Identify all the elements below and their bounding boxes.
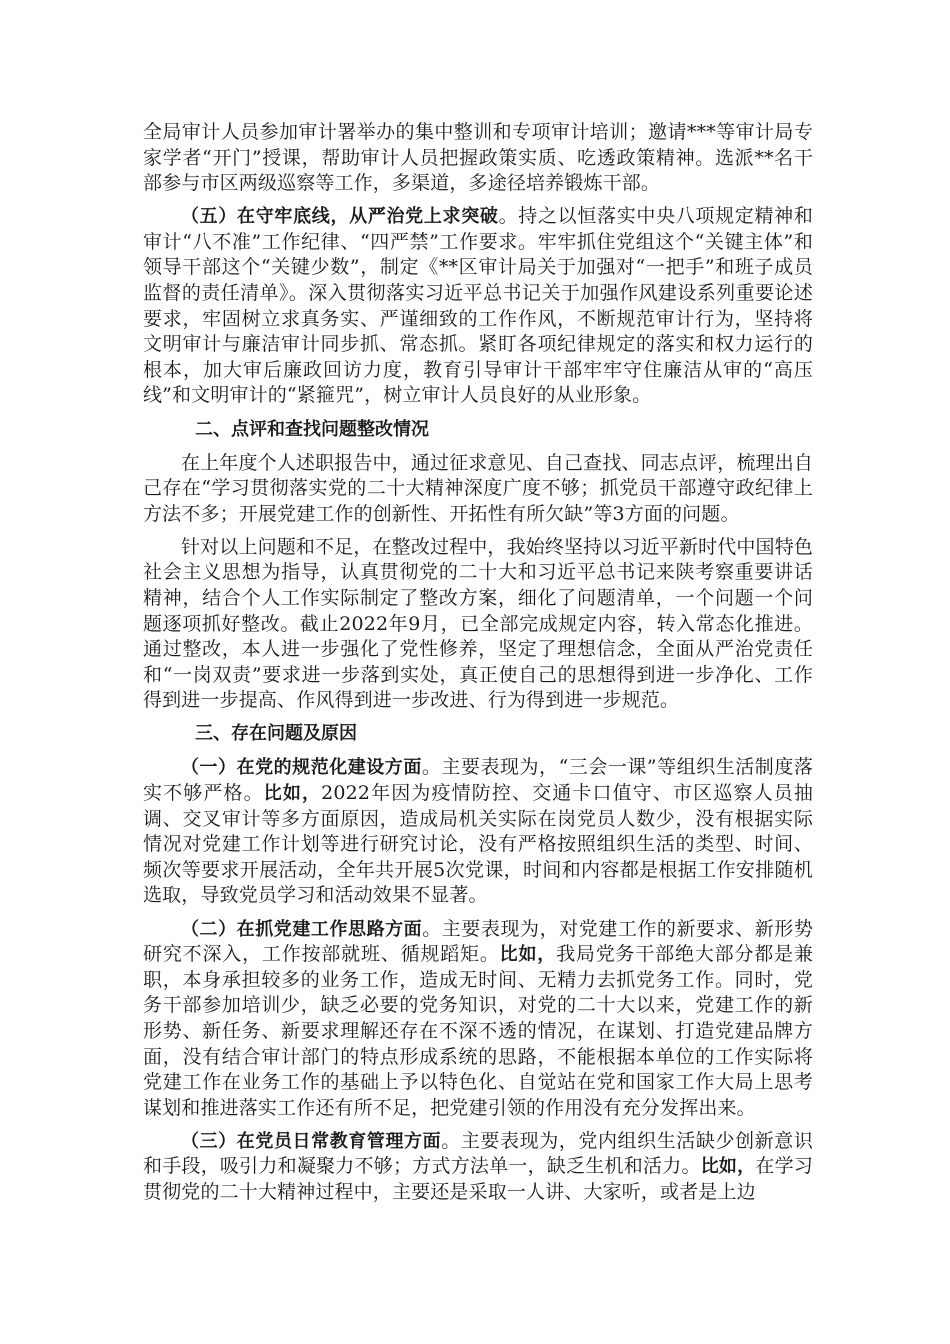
paragraph-problem-1 xyxy=(143,755,813,909)
paragraph-text: 2022年因为疫情防控、交通卡口值守、市区巡察人员抽调、交叉审计等多方面原因，造成局机关实际在岗党员人数少，没有根据实际情况对党建工作计划等进行研究讨论，没有严格按照组织生活的类型、时间、频次等要求开展活动，全年共开展5次党课，时间和内容都是根据工作安排随机选取，导致党员学习和活动效果不显著。 xyxy=(143,782,813,907)
example-lead: 比如， xyxy=(499,944,557,966)
paragraph-lead: （五）在守牢底线，从严治党上求突破 xyxy=(181,206,499,228)
paragraph-text: 。主要表现为，“三会一课”等组织生活制度落实不够严格。 xyxy=(143,756,814,805)
paragraph-text: 我局党务干部绝大部分都是兼职，本身承担较多的业务工作，造成无时间、无精力去抓党务工作。同时，党务干部参加培训少，缺乏必要的党务知识，对党的二十大以来，党建工作的新形势、新任务、新要求理解还存在不深不透的情况，在谋划、打造党建品牌方面，没有结合审计部门的特点形成系统的思路，不能根据本单位的工作实际将党建工作在业务工作的基础上予以特色化、自觉站在党和国家工作大局上思考谋划和推进落实工作还有所不足，把党建引领的作用没有充分发挥出来。 xyxy=(143,943,814,1119)
paragraph-text: 针对以上问题和不足，在整改过程中，我始终坚持以习近平新时代中国特色社会主义思想为指导，认真贯彻党的二十大和习近平总书记来陕考察重要讲话精神，结合个人工作实际制定了整改方案，细化了问题清单，一个问题一个问题逐项抓好整改。截止2022年9月，已全部完成规定内容，转入常态化推进。通过整改，本人进一步强化了党性修养，坚定了理想信念，全面从严治党责任和“一岗双责”要求进一步落到实处，真正使自己的思想得到进一步净化、工作得到进一步提高、作风得到进一步改进、行为得到进一步规范。 xyxy=(143,535,813,712)
paragraph-training xyxy=(143,120,813,197)
paragraph-text: 。主要表现为，对党建工作的新要求、新形势研究不深入，工作按部就班、循规蹈矩。 xyxy=(143,917,813,966)
paragraph-lead: （三）在党员日常教育管理方面 xyxy=(181,1130,442,1152)
paragraph-problem-3 xyxy=(143,1129,813,1206)
paragraph-discipline xyxy=(143,204,813,409)
paragraph-lead: （一）在党的规范化建设方面 xyxy=(181,757,422,779)
paragraph-rectification xyxy=(143,535,813,714)
document-page xyxy=(143,120,813,1213)
paragraph-text: 。主要表现为，党内组织生活缺少创新意识和手段，吸引力和凝聚力不够；方式方法单一，缺乏生机和活力。 xyxy=(143,1129,813,1178)
section-heading-2: 二、点评和查找问题整改情况 xyxy=(195,418,429,440)
paragraph-lead: （二）在抓党建工作思路方面 xyxy=(181,918,423,940)
section-heading-3: 三、存在问题及原因 xyxy=(195,723,357,745)
paragraph-review xyxy=(143,451,813,528)
paragraph-text: 在上年度个人述职报告中，通过征求意见、自己查找、同志点评，梳理出自己存在“学习贯彻落实党的二十大精神深度广度不够；抓党员干部遵守政纪律上方法不多；开展党建工作的创新性、开拓性有所欠缺”等3方面的问题。 xyxy=(143,451,813,525)
example-lead: 比如， xyxy=(700,1156,756,1178)
paragraph-text: 全局审计人员参加审计署举办的集中整训和专项审计培训；邀请***等审计局专家学者“开门”授课，帮助审计人员把握政策实质、吃透政策精神。选派**名干部参与市区两级巡察等工作，多渠道，多途径培养锻炼干部。 xyxy=(143,121,813,195)
paragraph-text: 在学习贯彻党的二十大精神过程中，主要还是采取一人讲、大家听，或者是上边 xyxy=(143,1155,814,1203)
paragraph-text: 。持之以恒落实中央八项规定精神和审计“八不准”工作纪律、“四严禁”工作要求。牢牢抓住党组这个“关键主体”和领导干部这个“关键少数”，制定《**区审计局关于加强对“一把手”和班子成员监督的责任清单》。深入贯彻落实习近平总书记关于加强作风建设系列重要论述要求，牢固树立求真务实、严谨细致的工作作风，不断规范审计行为，坚持将文明审计与廉洁审计同步抓、常态抓。紧盯各项纪律规定的落实和权力运行的根本，加大审后廉政回访力度，教育引导审计干部牢牢守住廉洁从审的“高压线”和文明审计的“紧箍咒”，树立审计人员良好的从业形象。 xyxy=(143,205,813,407)
paragraph-problem-2 xyxy=(143,917,813,1122)
example-lead: 比如， xyxy=(263,783,322,805)
